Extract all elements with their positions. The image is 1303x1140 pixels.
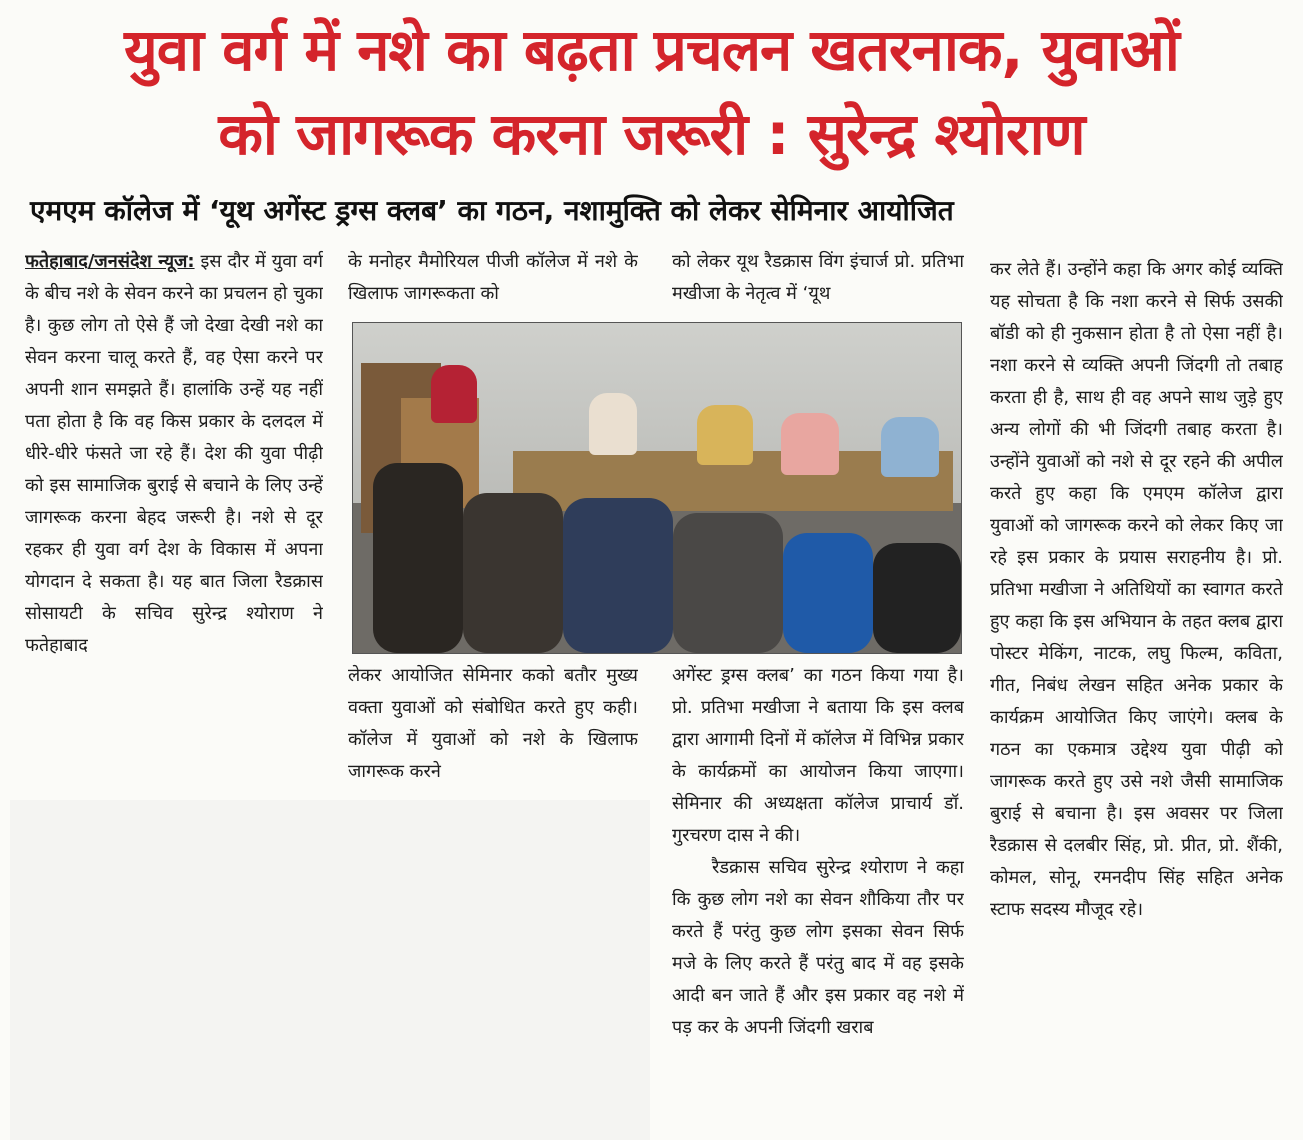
subheadline: एमएम कॉलेज में ‘यूथ अगेंस्ट ड्रग्स क्लब’ का गठन, नशामुक्ति को लेकर सेमिनार आयोजित	[30, 194, 954, 227]
headline-line-1: युवा वर्ग में नशे का बढ़ता प्रचलन खतरनाक, युवाओं	[124, 16, 1179, 84]
seminar-photo	[352, 322, 962, 654]
dateline: फतेहाबाद/जनसंदेश न्यूज:	[25, 251, 195, 272]
column-1-text: इस दौर में युवा वर्ग के बीच नशे के सेवन करने का प्रचलन हो चुका है। कुछ लोग तो ऐसे हैं जो देखा देखी नशे का सेवन करना चालू करते हैं, वह ऐसा करने पर अपनी शान समझते हैं। हालांकि उन्हें यह नहीं पता होता है कि वह किस प्रकार के दलदल में धीरे-धीरे फंसते जा रहे हैं। देश की युवा पीढ़ी को इस सामाजिक बुराई से बचाने के लिए उन्हें जागरूक करना बेहद जरूरी है। नशे से दूर रहकर ही युवा वर्ग देश के विकास में अपना योगदान दे सकता है। यह बात जिला रैडक्रास सोसायटी के सचिव सुरेन्द्र श्योराण ने फतेहाबाद	[25, 251, 323, 656]
headline	[10, 8, 1293, 176]
article-column-3-bottom	[672, 660, 964, 1138]
column-2-top-text: के मनोहर मैमोरियल पीजी कॉलेज में नशे के खिलाफ जागरूकता को	[348, 251, 638, 304]
blank-area	[10, 800, 650, 1140]
article-column-2-bottom	[348, 660, 638, 796]
article-column-2-top	[348, 246, 638, 314]
column-3-bottom-para-2: रैडक्रास सचिव सुरेन्द्र श्योराण ने कहा कि कुछ लोग नशे का सेवन शौकिया तौर पर करते हैं परंतु कुछ लोग इसका सेवन सिर्फ मजे के लिए करते हैं परंतु बाद में वह इसके आदी बन जाते हैं और इस प्रकार वह नशे में पड़ कर के अपनी जिंदगी खराब	[672, 857, 964, 1038]
column-3-bottom-para-1: अगेंस्ट ड्रग्स क्लब’ का गठन किया गया है। प्रो. प्रतिभा मखीजा ने बताया कि इस क्लब द्वारा आगामी दिनों में कॉलेज में विभिन्न प्रकार के कार्यक्रमों का आयोजन किया जाएगा। सेमिनार की अध्यक्षता कॉलेज प्राचार्य डॉ. गुरचरण दास ने की।	[672, 665, 964, 846]
article-column-1	[25, 246, 323, 798]
article-column-4	[990, 254, 1283, 1138]
column-2-bottom-text: लेकर आयोजित सेमिनार कको बतौर मुख्य वक्ता युवाओं को संबोधित करते हुए कही। कॉलेज में युवाओं को नशे के खिलाफ जागरूक करने	[348, 665, 638, 782]
column-3-top-text: को लेकर यूथ रैडक्रास विंग इंचार्ज प्रो. प्रतिभा मखीजा के नेतृत्व में ‘यूथ	[672, 251, 964, 304]
article-column-3-top	[672, 246, 964, 314]
headline-line-2: को जागरूक करना जरूरी : सुरेन्द्र श्योराण	[218, 100, 1085, 168]
column-4-text: कर लेते हैं। उन्होंने कहा कि अगर कोई व्यक्ति यह सोचता है कि नशा करने से सिर्फ उसकी बॉडी को ही नुकसान होता है तो ऐसा नहीं है। नशा करने से व्यक्ति अपनी जिंदगी तो तबाह करता ही है, साथ ही वह अपने साथ जुड़े हुए अन्य लोगों की भी जिंदगी तबाह करता है। उन्होंने युवाओं को नशे से दूर रहने की अपील करते हुए कहा कि एमएम कॉलेज द्वारा युवाओं को जागरूक करने को लेकर किए जा रहे इस प्रकार के प्रयास सराहनीय है। प्रो. प्रतिभा मखीजा ने अतिथियों का स्वागत करते हुए कहा कि इस अभियान के तहत क्लब द्वारा पोस्टर मेकिंग, नाटक, लघु फिल्म, कविता, गीत, निबंध लेखन सहित अनेक प्रकार के कार्यक्रम आयोजित किए जाएंगे। क्लब के गठन का एकमात्र उद्देश्य युवा पीढ़ी को जागरूक करते हुए उसे नशे जैसी सामाजिक बुराई से बचाना है। इस अवसर पर जिला रैडक्रास से दलबीर सिंह, प्रो. प्रीत, प्रो. शैंकी, कोमल, सोनू, रमनदीप सिंह सहित अनेक स्टाफ सदस्य मौजूद रहे।	[990, 259, 1283, 920]
